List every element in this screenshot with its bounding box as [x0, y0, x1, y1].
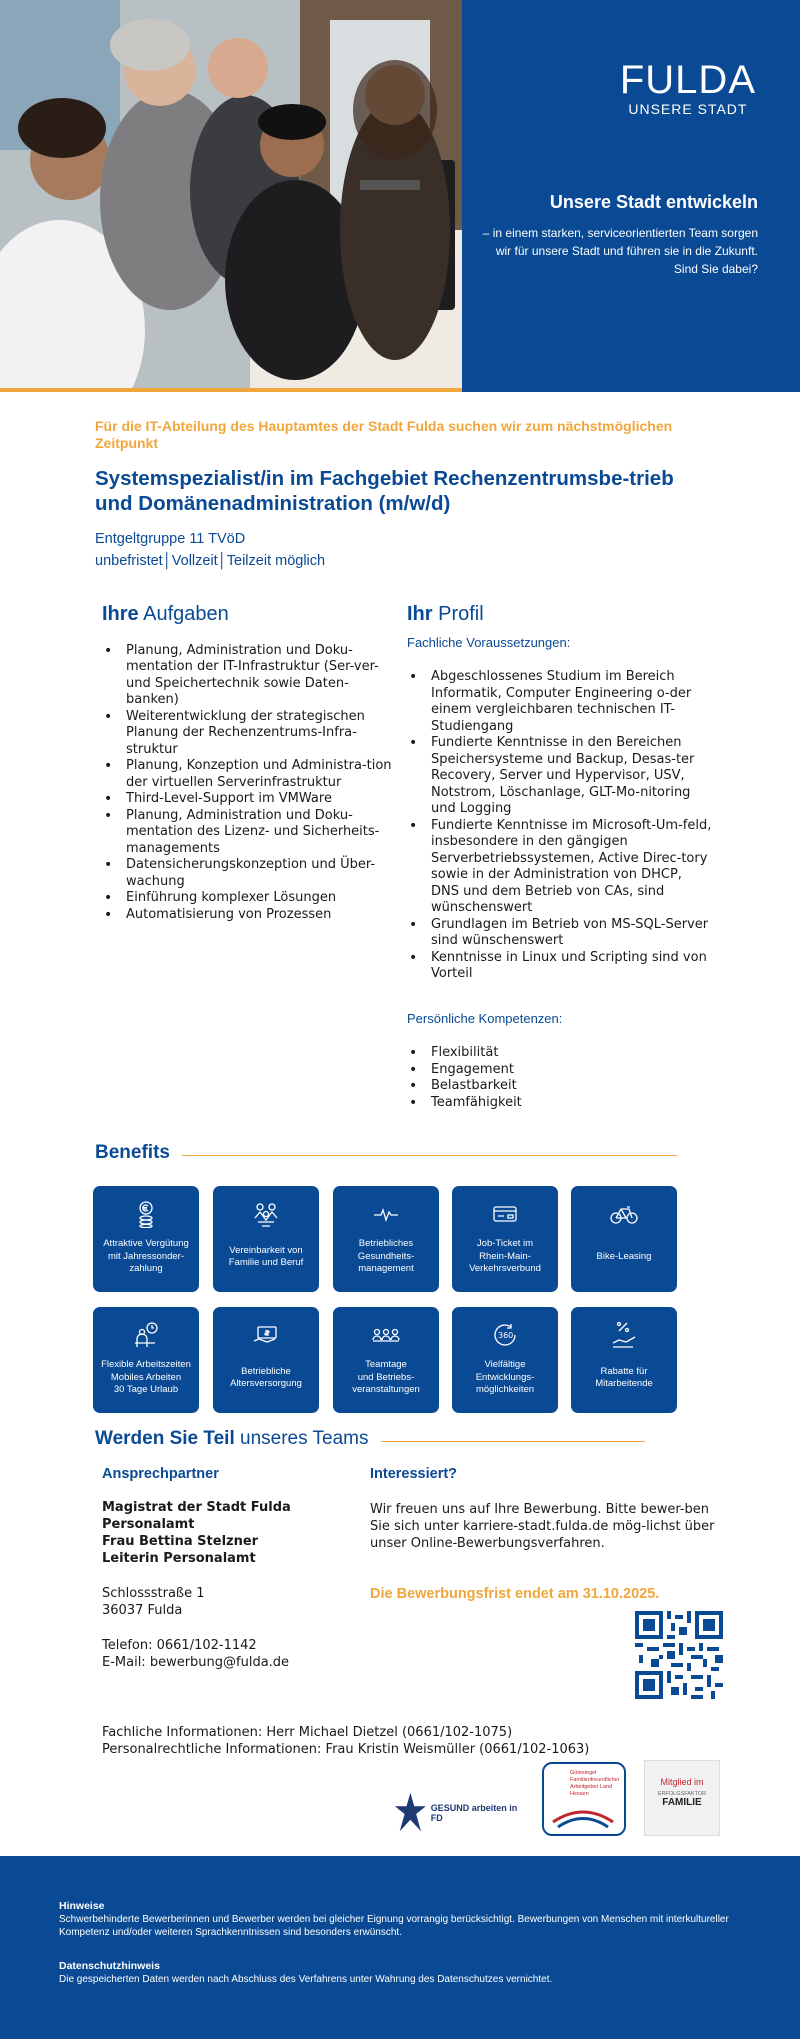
svg-text:360: 360: [498, 1331, 514, 1340]
profile-heading-rest: Profil: [438, 603, 484, 625]
erfolgsfaktor-mid: ERFOLGSFAKTOR: [657, 1791, 707, 1797]
hero-title: Unsere Stadt entwickeln: [549, 192, 758, 212]
erfolgsfaktor-bottom: FAMILIE: [662, 1797, 702, 1808]
tasks-heading: [102, 603, 392, 625]
org-line: Personalamt: [102, 1517, 195, 1532]
euro-coins-icon: [93, 1200, 199, 1228]
contact-address: [102, 1585, 362, 1619]
benefit-label: Rabatte für Mitarbeitende: [595, 1365, 653, 1389]
heartbeat-icon: [333, 1200, 439, 1228]
profile-subheading-personal: Persönliche Kompetenzen:: [407, 1010, 563, 1026]
job-title: Systemspezialist/in im Fachgebiet Rechenzentrumsbe-trieb und Domänenadministration (m/w/d): [95, 467, 674, 515]
list-item: • Weiterentwicklung der strategischen Planung der Rechenzentrums-Infra-struktur: [102, 709, 392, 759]
qr-code[interactable]: [635, 1611, 723, 1699]
list-item: • Fundierte Kenntnisse im Microsoft-Um-feld, insbesondere in den gängigen Serverbetriebssystemen, Active Direc-tory sowie in der Administration von DHCP, DNS und dem Betrieb von CAs, sind wünschenswert: [407, 818, 712, 917]
erfolgsfaktor-top: Mitglied im: [660, 1777, 704, 1787]
list-item: • Planung, Konzeption und Administra-tion der virtuellen Serverinfrastruktur: [102, 758, 392, 791]
notice-text: Schwerbehinderte Bewerberinnen und Bewerber werden bei gleicher Eignung vorrangig berücksichtigt. Bewerbungen von Menschen mit interkultureller Kompetenz und/oder weiteren Sprachkenntnissen sind besonders erwünscht.: [59, 1914, 729, 1938]
benefit-label: Vielfältige Entwicklungs- möglichkeiten: [475, 1359, 535, 1396]
apply-block: [370, 1466, 715, 1603]
list-item: • Automatisierung von Prozessen: [102, 907, 392, 924]
profile-heading-bold: Ihr: [407, 603, 433, 625]
profile-skills-list: [407, 669, 712, 983]
job-intro: [95, 418, 715, 569]
benefit-tile: [213, 1307, 319, 1413]
privacy-heading: Datenschutzhinweis: [59, 1960, 160, 1972]
team-heading: [95, 1428, 645, 1450]
guetesiegel-text: Gütesiegel Familienfreundlicher Arbeitgeber Land Hessen: [570, 1770, 620, 1797]
pay-grade: Entgeltgruppe 11 TVöD: [95, 531, 246, 547]
tasks-heading-bold: Ihre: [102, 603, 139, 625]
apply-heading: Interessiert?: [370, 1466, 458, 1482]
money-hand-icon: [213, 1321, 319, 1349]
address-line: 36037 Fulda: [102, 1603, 183, 1618]
divider: [182, 1155, 677, 1156]
intro-kicker: Für die IT-Abteilung des Hauptamtes der Stadt Fulda suchen wir zum nächstmöglichen Zeitpunkt: [95, 418, 673, 451]
address-line: Schlossstraße 1: [102, 1586, 205, 1601]
info-line: Fachliche Informationen: Herr Michael Dietzel (0661/102-1075): [102, 1725, 513, 1740]
profile-section: [407, 603, 712, 1111]
fulda-logo: [620, 58, 756, 117]
benefit-label: Vereinbarkeit von Familie und Beruf: [228, 1244, 304, 1268]
tasks-section: [102, 603, 392, 923]
benefit-tile: [452, 1186, 558, 1292]
list-item: • Third-Level-Support im VMWare: [102, 791, 392, 808]
additional-info: [102, 1724, 662, 1758]
tasks-list: [102, 643, 392, 924]
benefit-tile: [571, 1186, 677, 1292]
development-icon: [452, 1321, 558, 1349]
guetesiegel-logo: [542, 1762, 626, 1836]
hero-text: – in einem starken, serviceorientierten Team sorgen wir für unsere Stadt und führen sie in die Zukunft. Sind Sie dabei?: [482, 226, 758, 276]
list-item: • Fundierte Kenntnisse in den Bereichen Speichersysteme und Backup, Desas-ter Recovery, Server und Hypervisor, USV, Notstrom, Löschanlage, GLT-Mo-nitoring und Logging: [407, 735, 712, 818]
benefit-label: Flexible Arbeitszeiten Mobiles Arbeiten 30 Tage Urlaub: [101, 1359, 191, 1396]
list-item: • Planung, Administration und Doku-mentation des Lizenz- und Sicherheits-managements: [102, 808, 392, 858]
benefits-title: Benefits: [95, 1142, 170, 1163]
flexible-work-icon: [93, 1321, 199, 1349]
team-title-bold: Werden Sie Teil: [95, 1428, 235, 1449]
family-icon: [213, 1200, 319, 1228]
benefit-label: Job-Ticket im Rhein-Main- Verkehrsverbund: [469, 1238, 541, 1275]
benefit-tile: [93, 1186, 199, 1292]
discount-icon: [571, 1321, 677, 1349]
privacy-text: Die gespeicherten Daten werden nach Abschluss des Verfahrens unter Wahrung des Datenschutzes vernichtet.: [59, 1974, 553, 1985]
divider: [381, 1441, 645, 1442]
notice-heading: Hinweise: [59, 1900, 105, 1912]
benefit-label: Betriebliche Altersversorgung: [230, 1365, 302, 1389]
list-item: • Kenntnisse in Linux und Scripting sind von Vorteil: [407, 950, 712, 983]
erfolgsfaktor-familie-logo: [644, 1760, 720, 1836]
accent-stripe: [0, 388, 462, 392]
benefit-label: Teamtage und Betriebs- veranstaltungen: [352, 1359, 420, 1396]
list-item: • Belastbarkeit: [407, 1078, 712, 1095]
org-line: Frau Bettina Stelzner: [102, 1534, 259, 1549]
benefit-tile: [571, 1307, 677, 1413]
info-line: Personalrechtliche Informationen: Frau Kristin Weismüller (0661/102-1063): [102, 1742, 590, 1757]
team-icon: [333, 1321, 439, 1349]
list-item: • Planung, Administration und Doku-mentation der IT-Infrastruktur (Ser-ver- und Speichertechnik sowie Daten-banken): [102, 643, 392, 709]
footer: [0, 1856, 800, 2039]
application-deadline: Die Bewerbungsfrist endet am 31.10.2025.: [370, 1586, 660, 1602]
list-item: • Grundlagen im Betrieb von MS-SQL-Server sind wünschenswert: [407, 917, 712, 950]
contact-organisation: [102, 1499, 362, 1567]
benefits-heading: [95, 1142, 677, 1164]
gesund-arbeiten-logo: [394, 1788, 528, 1838]
tasks-heading-rest: Aufgaben: [143, 603, 229, 625]
privacy-block: [59, 1960, 759, 1986]
apply-text: Wir freuen uns auf Ihre Bewerbung. Bitte bewer-ben Sie sich unter karriere-stadt.fulda.de mög-lichst über unser Online-Bewerbungsverfahren.: [370, 1502, 715, 1551]
list-item: • Datensicherungskonzeption und Über-wachung: [102, 857, 392, 890]
benefit-tile: [213, 1186, 319, 1292]
benefit-tile: [452, 1307, 558, 1413]
star-figure-icon: [394, 1790, 427, 1836]
org-line: Leiterin Personalamt: [102, 1551, 256, 1566]
contact-heading: Ansprechpartner: [102, 1466, 219, 1482]
org-line: Magistrat der Stadt Fulda: [102, 1500, 291, 1515]
logo-subtitle: UNSERE STADT: [628, 101, 748, 117]
team-title-rest: unseres Teams: [240, 1428, 369, 1449]
ticket-icon: [452, 1200, 558, 1228]
notice-block: [59, 1900, 759, 1939]
email-address[interactable]: E-Mail: bewerbung@fulda.de: [102, 1655, 290, 1670]
phone-number: Telefon: 0661/102-1142: [102, 1638, 257, 1653]
benefit-tile: [333, 1186, 439, 1292]
list-item: • Engagement: [407, 1062, 712, 1079]
benefit-label: Betriebliches Gesundheits- management: [357, 1238, 415, 1275]
contact-block: [102, 1466, 362, 1671]
profile-heading: [407, 603, 712, 625]
list-item: • Einführung komplexer Lösungen: [102, 890, 392, 907]
team-photo: [0, 0, 462, 390]
profile-subheading-skills: Fachliche Voraussetzungen:: [407, 634, 571, 650]
team-photo-illustration: [0, 0, 462, 390]
list-item: • Teamfähigkeit: [407, 1095, 712, 1112]
gesund-logo-text: GESUND arbeiten in FD: [430, 1803, 518, 1823]
logo-name: FULDA: [619, 58, 756, 102]
profile-personal-list: [407, 1045, 712, 1111]
benefit-label: Attraktive Vergütung mit Jahressonder- zahlung: [103, 1238, 189, 1275]
bicycle-icon: [571, 1200, 677, 1228]
benefit-tile: [93, 1307, 199, 1413]
list-item: • Abgeschlossenes Studium im Bereich Informatik, Computer Engineering o-der einem vergleichbaren technischen IT-Studiengang: [407, 669, 712, 735]
team-title: [95, 1428, 369, 1450]
seal-icon: [548, 1802, 618, 1832]
benefit-tile: [333, 1307, 439, 1413]
benefit-label: Bike-Leasing: [596, 1250, 652, 1262]
employment-terms: unbefristet│Vollzeit│Teilzeit möglich: [95, 553, 326, 569]
header-banner: [0, 0, 800, 392]
list-item: • Flexibilität: [407, 1045, 712, 1062]
contact-phone-email: [102, 1637, 362, 1671]
